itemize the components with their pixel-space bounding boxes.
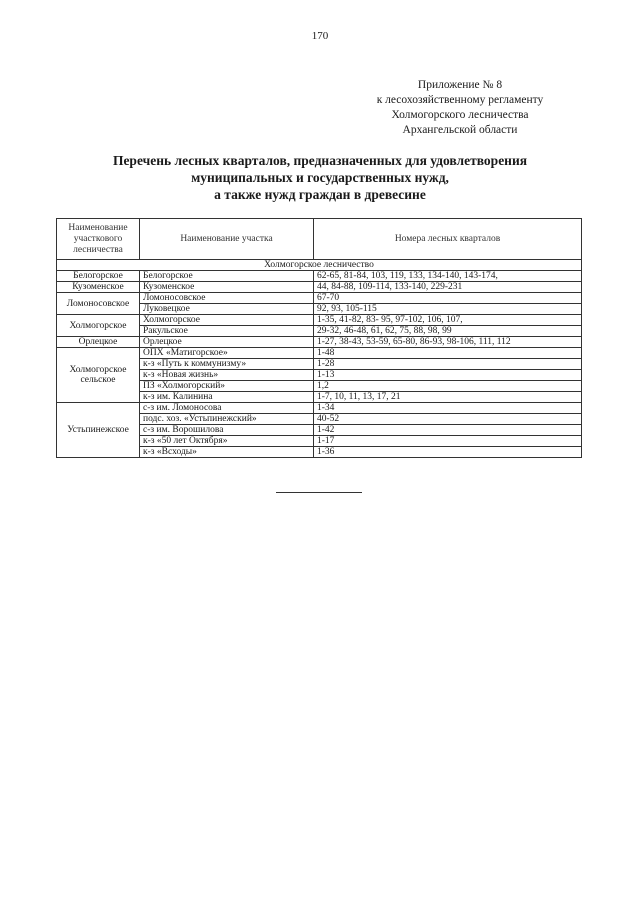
table-header-row [57, 219, 582, 260]
quarters-cell: 1-17 [314, 436, 582, 447]
table-row [57, 315, 582, 326]
appendix-line: к лесохозяйственному регламенту [376, 94, 544, 106]
district-cell: Ломоносовское [57, 293, 140, 315]
appendix-line: Холмогорского лесничества [391, 109, 529, 121]
plot-cell: ПЗ «Холмогорский» [140, 381, 314, 392]
plot-cell: к-з «Всходы» [140, 447, 314, 458]
district-cell: Орлецкое [57, 337, 140, 348]
quarters-cell: 67-70 [314, 293, 582, 304]
quarters-cell: 44, 84-88, 109-114, 133-140, 229-231 [314, 282, 582, 293]
quarters-cell: 1-35, 41-82, 83- 95, 97-102, 106, 107, [314, 315, 582, 326]
appendix-line: Приложение № 8 [417, 79, 503, 91]
district-cell: Холмогорское [57, 315, 140, 337]
table-row [57, 293, 582, 304]
title-line: муниципальных и государственных нужд, [191, 170, 449, 185]
quarters-cell: 1-36 [314, 447, 582, 458]
plot-cell: Ракульское [140, 326, 314, 337]
plot-cell: к-з «50 лет Октября» [140, 436, 314, 447]
plot-cell: ОПХ «Матигорское» [140, 348, 314, 359]
plot-cell: к-з «Новая жизнь» [140, 370, 314, 381]
district-cell: Устьпинежское [57, 403, 140, 458]
district-cell: Кузоменское [57, 282, 140, 293]
district-cell: Белогорское [57, 271, 140, 282]
table-row [57, 271, 582, 282]
plot-cell: Кузоменское [140, 282, 314, 293]
quarters-cell: 1-7, 10, 11, 13, 17, 21 [314, 392, 582, 403]
plot-cell: с-з им. Ломоносова [140, 403, 314, 414]
quarters-cell: 1-27, 38-43, 53-59, 65-80, 86-93, 98-106, 111, 112 [314, 337, 582, 348]
appendix-line: Архангельской области [402, 124, 518, 136]
forest-quarters-table [56, 218, 582, 458]
plot-cell: Ломоносовское [140, 293, 314, 304]
plot-cell: к-з им. Калинина [140, 392, 314, 403]
plot-cell: Луковецкое [140, 304, 314, 315]
end-divider [276, 492, 362, 493]
plot-cell: подс. хоз. «Устьпинежский» [140, 414, 314, 425]
quarters-cell: 1-48 [314, 348, 582, 359]
title-line: Перечень лесных кварталов, предназначенных для удовлетворения [112, 153, 528, 168]
title-line: а также нужд граждан в древесине [214, 187, 426, 202]
quarters-cell: 40-52 [314, 414, 582, 425]
plot-cell: к-з «Путь к коммунизму» [140, 359, 314, 370]
table-row [57, 403, 582, 414]
plot-cell: Белогорское [140, 271, 314, 282]
table-row [57, 337, 582, 348]
quarters-cell: 92, 93, 105-115 [314, 304, 582, 315]
header-quarters: Номера лесных кварталов [314, 219, 582, 260]
quarters-cell: 1-42 [314, 425, 582, 436]
appendix-note [350, 78, 570, 138]
plot-cell: Орлецкое [140, 337, 314, 348]
forestry-row [57, 260, 582, 271]
header-district: Наименование участкового лесничества [57, 219, 140, 260]
quarters-cell: 1-13 [314, 370, 582, 381]
table-row [57, 282, 582, 293]
quarters-cell: 1-34 [314, 403, 582, 414]
district-cell: Холмогорское сельское [57, 348, 140, 403]
quarters-cell: 1,2 [314, 381, 582, 392]
quarters-cell: 62-65, 81-84, 103, 119, 133, 134-140, 143-174, [314, 271, 582, 282]
table-row [57, 348, 582, 359]
page-number: 170 [311, 30, 329, 42]
quarters-cell: 29-32, 46-48, 61, 62, 75, 88, 98, 99 [314, 326, 582, 337]
header-plot: Наименование участка [140, 219, 314, 260]
quarters-cell: 1-28 [314, 359, 582, 370]
forestry-name: Холмогорское лесничество [57, 260, 582, 271]
plot-cell: с-з им. Ворошилова [140, 425, 314, 436]
table-body [57, 260, 582, 458]
document-title [40, 152, 600, 203]
plot-cell: Холмогорское [140, 315, 314, 326]
